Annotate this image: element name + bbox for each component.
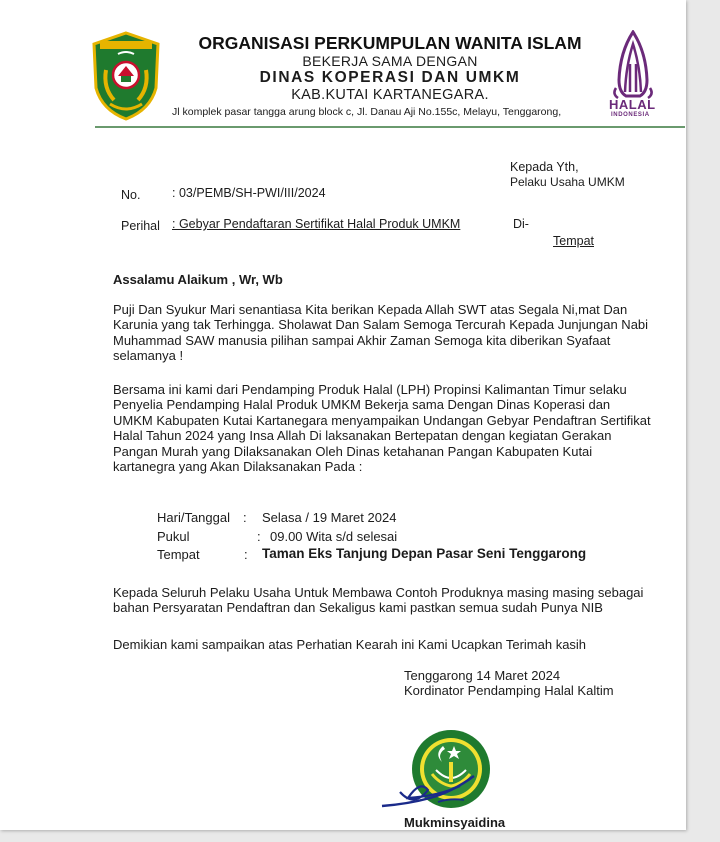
opening-paragraph: Puji Dan Syukur Mari senantiasa Kita berikan Kepada Allah SWT atas Segala Ni,mat Dan Karunia yang tak Terhingga. Sholawat Dan Salam Semoga Tercurah Kepada Junjungan Nabi Muhammad SAW manusia pilihan sampai Akhir Zaman Semoga kita diberikan Syafaat selamanya !: [113, 302, 649, 364]
subject-label: Perihal: [121, 219, 160, 233]
signature-place-date: Tenggarong 14 Maret 2024: [404, 668, 561, 683]
regency-name: KAB.KUTAI KARTANEGARA.: [291, 87, 489, 103]
place-label: Tempat: [553, 234, 594, 248]
event-day-colon: :: [243, 510, 247, 525]
recipient-name: Pelaku Usaha UMKM: [510, 175, 625, 189]
kutai-kartanegara-emblem-icon: [90, 30, 162, 122]
invitation-paragraph: Bersama ini kami dari Pendamping Produk Halal (LPH) Propinsi Kalimantan Timur selaku Penyelia Pendamping Halal Produk UMKM Bekerja sama Dengan Dinas Koperasi dan UMKM Kabupaten Kutai Kartanegara menyampaikan Undangan Gebyar Pendaftran Sertifikat Halal Tahun 2024 yang Insa Allah Di laksanakan Bertepatan dengan kegiatan Gerakan Pangan Murah yang Dilaksanakan Oleh Dinas ketahanan Pangan Kabupaten Kutai kartanegra yang Akan Dilaksanakan Pada :: [113, 382, 651, 475]
address-line: Jl komplek pasar tangga arung block c, Jl. Danau Aji No.155c, Melayu, Tenggarong,: [172, 106, 562, 118]
department-name: DINAS KOPERASI DAN UMKM: [259, 69, 521, 86]
halal-logo-subtext: INDONESIA: [611, 112, 650, 118]
event-place-colon: :: [244, 547, 248, 562]
event-day-value: Selasa / 19 Maret 2024: [262, 510, 397, 525]
partnership-line: BEKERJA SAMA DENGAN: [302, 53, 478, 69]
org-name: ORGANISASI PERKUMPULAN WANITA ISLAM: [198, 33, 582, 53]
closing-paragraph: Demikian kami sampaikan atas Perhatian Kearah ini Kami Ucapkan Terimah kasih: [113, 637, 587, 652]
handwritten-signature: [378, 768, 498, 812]
event-time-colon: :: [257, 529, 261, 544]
event-place-label: Tempat: [157, 547, 200, 562]
event-time-value: 09.00 Wita s/d selesai: [270, 529, 398, 544]
subject-value: : Gebyar Pendaftaran Sertifikat Halal Produk UMKM: [172, 217, 461, 231]
di-label: Di-: [513, 217, 529, 231]
recipient-label: Kepada Yth,: [510, 160, 579, 174]
header-divider: [95, 126, 685, 128]
event-time-label: Pukul: [157, 529, 190, 544]
event-day-label: Hari/Tanggal: [157, 510, 230, 525]
signature-title: Kordinator Pendamping Halal Kaltim: [404, 683, 614, 698]
signatory-name: Mukminsyaidina: [404, 815, 506, 830]
instruction-paragraph: Kepada Seluruh Pelaku Usaha Untuk Membawa Contoh Produknya masing masing sebagai bahan Persyaratan Pendaftran dan Sekaligus kami pastkan semua sudah Punya NIB: [113, 585, 644, 616]
number-label: No.: [121, 188, 141, 202]
greeting: Assalamu Alaikum , Wr, Wb: [113, 272, 283, 287]
number-value: : 03/PEMB/SH-PWI/III/2024: [172, 186, 326, 200]
event-place-value: Taman Eks Tanjung Depan Pasar Seni Tenggarong: [262, 546, 587, 561]
halal-logo-text: HALAL: [609, 97, 656, 112]
